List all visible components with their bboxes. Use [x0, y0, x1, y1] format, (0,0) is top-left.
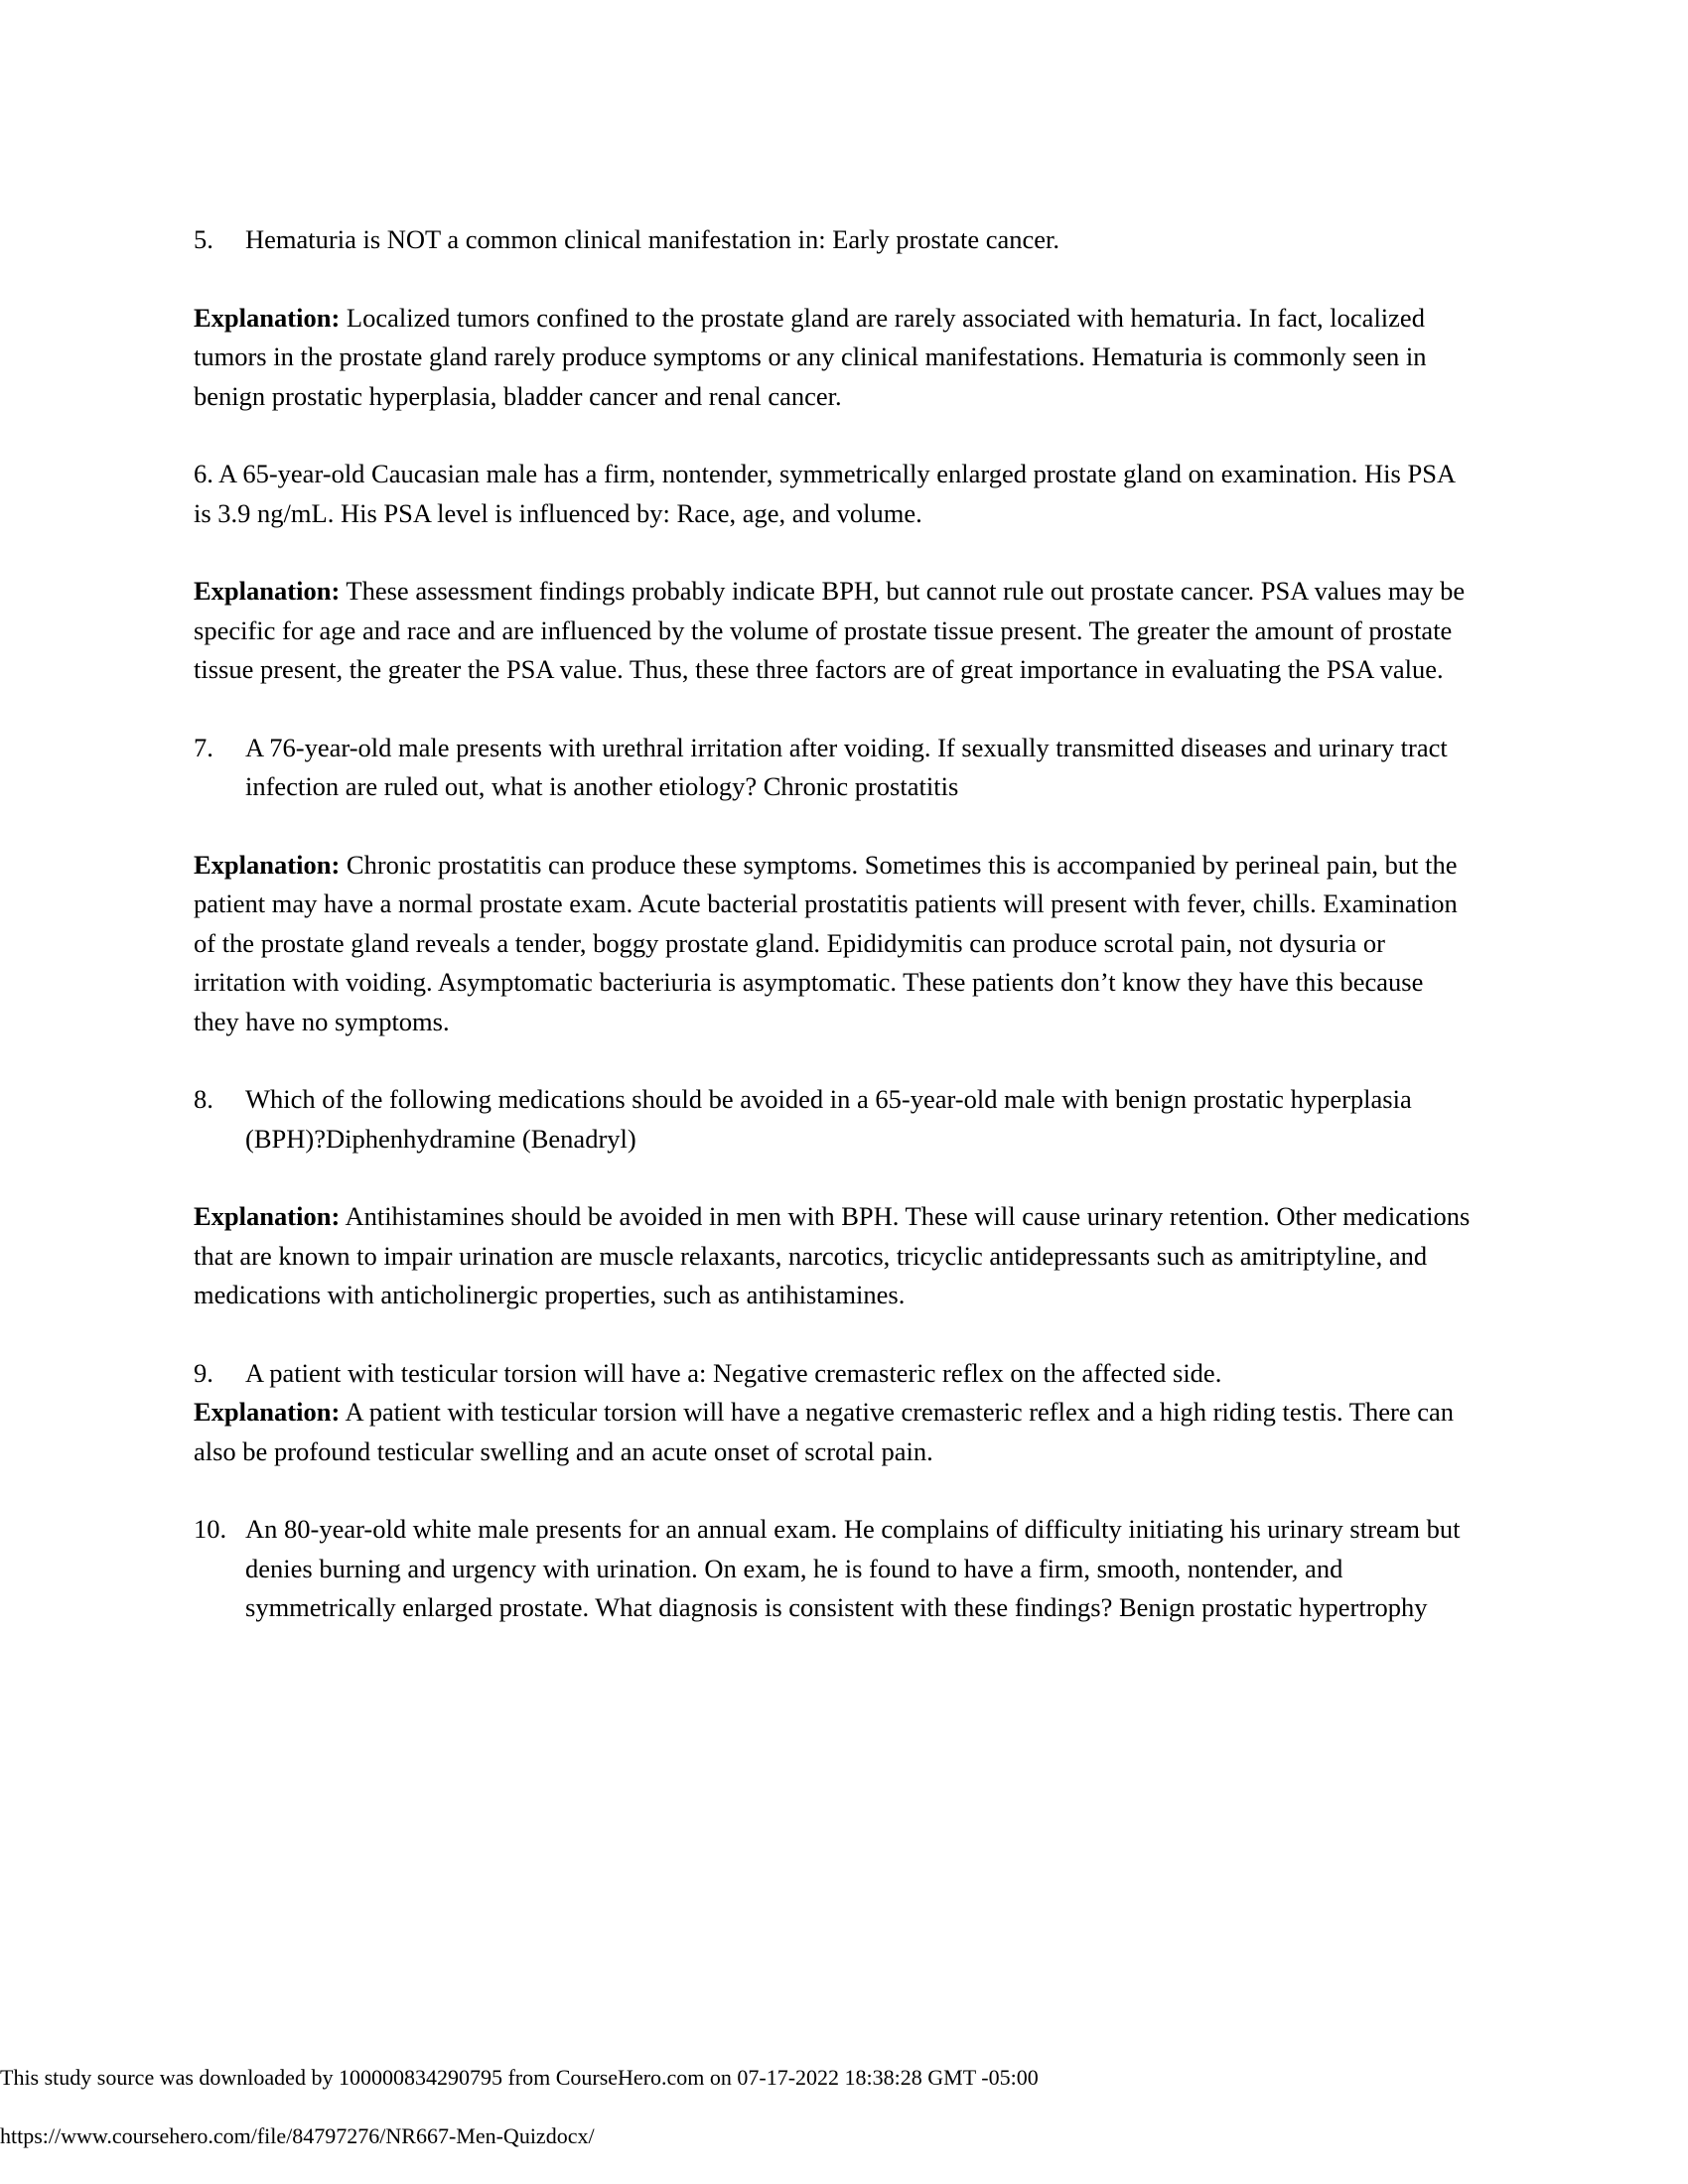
explanation-item-5: [194, 299, 1475, 417]
explanation-item-6: [194, 572, 1475, 690]
question-number-9: 9.: [194, 1357, 213, 1388]
spacer: [194, 260, 1475, 299]
document-body: [194, 220, 1475, 1628]
question-item-5: [194, 220, 1475, 260]
spacer: [194, 1471, 1475, 1510]
download-notice: This study source was downloaded by 100000834290795 from CourseHero.com on 07-17-2022 18:38:28 GMT -05:00: [0, 2065, 1039, 2090]
question-text-7: A 76-year-old male presents with urethral irritation after voiding. If sexually transmitted diseases and urinary tract infection are ruled out, what is another etiology? Chronic prostatitis: [245, 732, 1448, 801]
explanation-label-7: Explanation:: [194, 849, 341, 880]
question-text-6: A 65-year-old Caucasian male has a firm, nontender, symmetrically enlarged prostate gland on examination. His PSA is 3.9 ng/mL. His PSA level is influenced by: Race, age, and volume.: [194, 459, 1455, 528]
question-item-6: [194, 455, 1475, 533]
explanation-item-7: [194, 846, 1475, 1042]
explanation-label-5: Explanation:: [194, 302, 341, 333]
explanation-text-9: A patient with testicular torsion will have a negative cremasteric reflex and a high riding testis. There can also be profound testicular swelling and an acute onset of scrotal pain.: [194, 1397, 1454, 1466]
question-item-8: [194, 1080, 1475, 1159]
question-number-7: 7.: [194, 732, 213, 762]
question-text-9: A patient with testicular torsion will have a: Negative cremasteric reflex on the affected side.: [245, 1357, 1222, 1388]
spacer: [194, 533, 1475, 572]
spacer: [194, 1315, 1475, 1354]
explanation-text-7: Chronic prostatitis can produce these symptoms. Sometimes this is accompanied by perineal pain, but the patient may have a normal prostate exam. Acute bacterial prostatitis patients will present with fever, chills. Examination of the prostate gland reveals a tender, boggy prostate gland. Epididymitis can produce scrotal pain, not dysuria or irritation with voiding. Asymptomatic bacteriuria is asymptomatic. These patients don’t know they have this because they have no symptoms.: [194, 849, 1458, 1036]
question-text-10: An 80-year-old white male presents for an annual exam. He complains of difficulty initiating his urinary stream but denies burning and urgency with urination. On exam, he is found to have a firm, smooth, nontender, and symmetrically enlarged prostate. What diagnosis is consistent with these findings? Benign prostatic hypertrophy: [245, 1514, 1461, 1622]
question-number-6: 6.: [194, 459, 213, 488]
spacer: [194, 1159, 1475, 1197]
source-url: https://www.coursehero.com/file/84797276/NR667-Men-Quizdocx/: [0, 2123, 595, 2148]
spacer: [194, 690, 1475, 729]
explanation-text-5: Localized tumors confined to the prostate gland are rarely associated with hematuria. In fact, localized tumors in the prostate gland rarely produce symptoms or any clinical manifestations. Hematuria is commonly seen in benign prostatic hyperplasia, bladder cancer and renal cancer.: [194, 302, 1427, 411]
question-text-8: Which of the following medications should be avoided in a 65-year-old male with benign prostatic hyperplasia (BPH)?Diphenhydramine (Benadryl): [245, 1084, 1412, 1154]
question-item-9: [194, 1354, 1475, 1394]
explanation-label-9: Explanation:: [194, 1397, 341, 1427]
question-number-8: 8.: [194, 1084, 213, 1114]
explanation-label-8: Explanation:: [194, 1201, 341, 1231]
spacer: [194, 807, 1475, 846]
question-item-10: [194, 1510, 1475, 1628]
explanation-label-6: Explanation:: [194, 576, 341, 606]
question-text-5: Hematuria is NOT a common clinical manifestation in: Early prostate cancer.: [245, 224, 1059, 254]
question-number-10: 10.: [194, 1514, 227, 1544]
explanation-text-8: Antihistamines should be avoided in men with BPH. These will cause urinary retention. Other medications that are known to impair urination are muscle relaxants, narcotics, tricyclic antidepressants such as amitriptyline, and medications with anticholinergic properties, such as antihistamines.: [194, 1201, 1471, 1309]
explanation-item-9: [194, 1393, 1475, 1471]
explanation-item-8: [194, 1197, 1475, 1315]
spacer: [194, 1041, 1475, 1080]
spacer: [194, 416, 1475, 455]
question-item-7: [194, 729, 1475, 807]
explanation-text-6: These assessment findings probably indicate BPH, but cannot rule out prostate cancer. PSA values may be specific for age and race and are influenced by the volume of prostate tissue present. The greater the amount of prostate tissue present, the greater the PSA value. Thus, these three factors are of great importance in evaluating the PSA value.: [194, 576, 1466, 684]
question-number-5: 5.: [194, 224, 213, 254]
